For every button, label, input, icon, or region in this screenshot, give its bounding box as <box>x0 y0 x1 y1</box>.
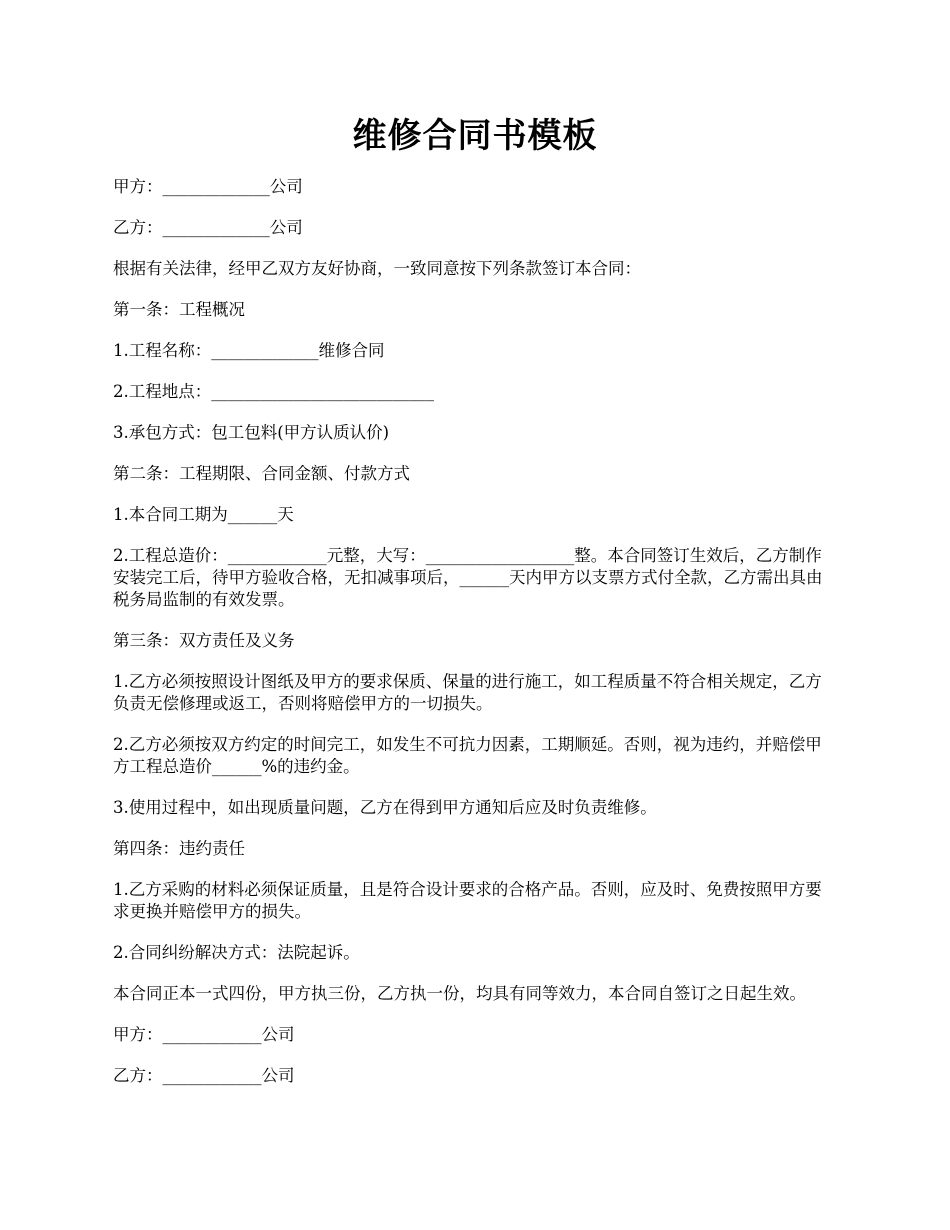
signature-party-b: 乙方：____________公司 <box>113 1066 295 1085</box>
signature-party-a: 甲方：____________公司 <box>113 1025 295 1044</box>
party-a-line: 甲方：_____________公司 <box>113 177 303 196</box>
party-b-line: 乙方：_____________公司 <box>113 218 303 237</box>
closing-clause: 本合同正本一式四份，甲方执三份，乙方执一份，均具有同等效力，本合同自签订之日起生效。 <box>113 984 806 1003</box>
article-3-item-3: 3.使用过程中，如出现质量问题，乙方在得到甲方通知后应及时负责维修。 <box>113 798 657 817</box>
article-1-item-2: 2.工程地点：___________________________ <box>113 382 434 401</box>
article-2-item-2: 2.工程总造价：____________元整，大写：__________________整。本合同签订生效后，乙方制作安装完工后，待甲方验收合格，无扣减事项后，______天内甲方以支票方式付全款，乙方需出具由税务局监制的有效发票。 <box>113 546 823 609</box>
article-4-heading: 第四条：违约责任 <box>113 839 245 858</box>
document-body <box>113 176 837 1087</box>
preamble: 根据有关法律，经甲乙双方友好协商，一致同意按下列条款签订本合同： <box>113 259 641 278</box>
article-1-item-1: 1.工程名称：_____________维修合同 <box>113 341 385 360</box>
article-3-item-1: 1.乙方必须按照设计图纸及甲方的要求保质、保量的进行施工，如工程质量不符合相关规定，乙方负责无偿修理或返工，否则将赔偿甲方的一切损失。 <box>113 672 822 713</box>
article-4-item-1: 1.乙方采购的材料必须保证质量，且是符合设计要求的合格产品。否则，应及时、免费按照甲方要求更换并赔偿甲方的损失。 <box>113 880 822 921</box>
article-1-item-3: 3.承包方式：包工包料(甲方认质认价) <box>113 423 390 442</box>
article-3-heading: 第三条：双方责任及义务 <box>113 631 295 650</box>
document-title: 维修合同书模板 <box>352 116 598 156</box>
article-2-item-1: 1.本合同工期为______天 <box>113 505 294 524</box>
article-3-item-2: 2.乙方必须按双方约定的时间完工，如发生不可抗力因素，工期顺延。否则，视为违约，并赔偿甲方工程总造价______%的违约金。 <box>113 735 822 776</box>
article-2-heading: 第二条：工程期限、合同金额、付款方式 <box>113 464 410 483</box>
article-4-item-2: 2.合同纠纷解决方式：法院起诉。 <box>113 943 360 962</box>
article-1-heading: 第一条：工程概况 <box>113 300 245 319</box>
